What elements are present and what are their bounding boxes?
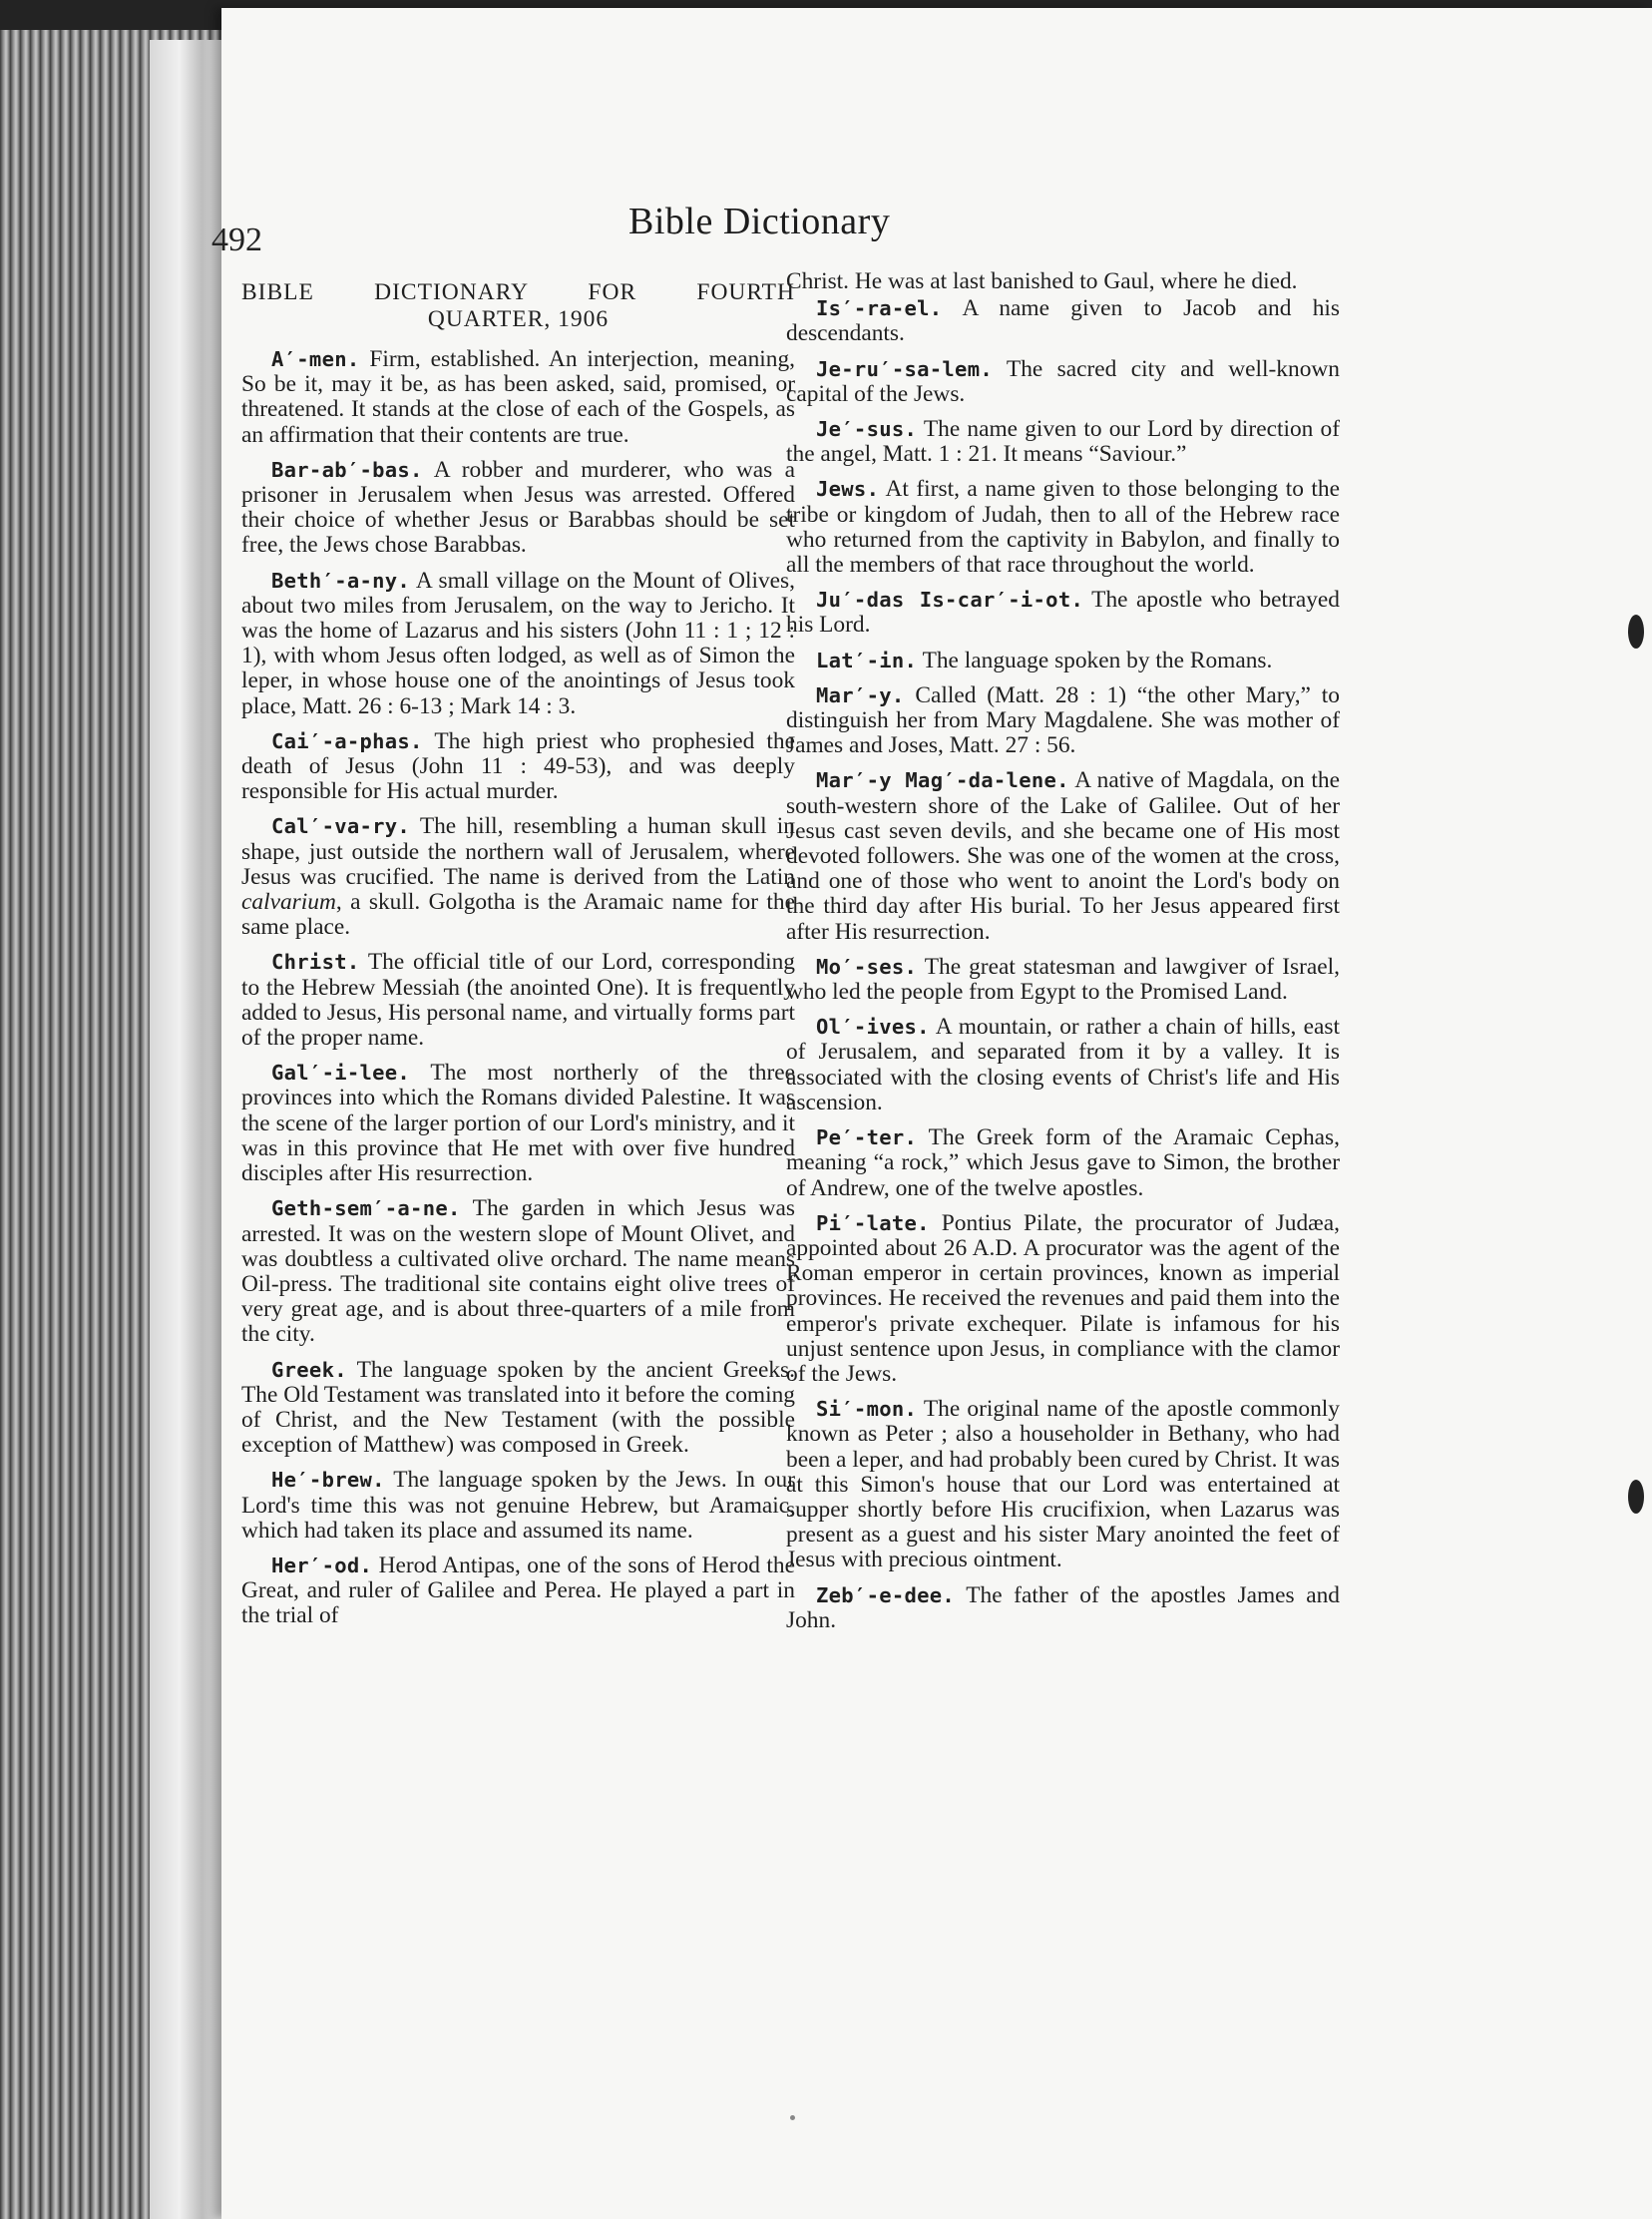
dictionary-entry bbox=[241, 814, 795, 940]
entry-definition: The garden in which Jesus was arrested. It was on the western slope of Mount Olivet, and was doubtless a cultivated olive orchard. The name means Oil-press. The traditional site contains eight olive trees of very great age, and is about three-quarters of a mile from the city. bbox=[241, 1195, 795, 1348]
binding-hole-icon bbox=[1628, 615, 1644, 649]
dictionary-entry bbox=[786, 1583, 1340, 1633]
entry-definition: The original name of the apostle commonly known as Peter ; also a householder in Bethany, who had been a leper, and had probably been cured by Christ. It was at this Simon's house that our Lord was entertained at supper shortly before His crucifixion, when Lazarus was present as a guest and his sister Mary anointed the feet of Jesus with precious ointment. bbox=[786, 1396, 1340, 1573]
latin-word: calvarium bbox=[241, 889, 336, 916]
entry-definition: The high priest who prophesied the death of Jesus (John 11 : 49-53), and was deeply responsible for His actual murder. bbox=[241, 727, 795, 805]
entry-definition: The language spoken by the Romans. bbox=[922, 647, 1273, 673]
book-fore-edge bbox=[150, 40, 224, 2219]
entry-definition: A name given to Jacob and his descendants. bbox=[786, 295, 1340, 347]
left-column bbox=[241, 279, 795, 1639]
dictionary-entry bbox=[241, 1553, 795, 1629]
entry-term: He′-brew. bbox=[271, 1468, 385, 1493]
dictionary-entry bbox=[786, 357, 1340, 407]
entry-definition: The official title of our Lord, corresponding to the Hebrew Messiah (the anointed One). It is frequently added to Jesus, His personal name, and virtually forms part of the proper name. bbox=[241, 949, 795, 1052]
entry-term: Cai′-a-phas. bbox=[271, 728, 423, 753]
entry-term: Mo′-ses. bbox=[816, 954, 918, 979]
entry-term: Gal′-i-lee. bbox=[271, 1061, 411, 1086]
dictionary-entry bbox=[786, 1397, 1340, 1572]
page-number: 492 bbox=[211, 222, 262, 258]
entry-term: Zeb′-e-dee. bbox=[816, 1582, 956, 1607]
entry-definition: Pontius Pilate, the procurator of Judæa, appointed about 26 A.D. A procurator was the agent of the Roman emperor in certain provinces, known as imperial provinces. He received the revenues and paid them into the emperor's private exchequer. Pilate is infamous for his unjust sentence upon Jesus, in compliance with the clamor of the Jews. bbox=[786, 1209, 1340, 1387]
entry-term: Pi′-late. bbox=[816, 1210, 930, 1235]
entry-definition: The father of the apostles James and John. bbox=[786, 1581, 1340, 1633]
entry-term: Mar′-y Mag′-da-lene. bbox=[816, 768, 1069, 793]
entry-term: Pe′-ter. bbox=[816, 1125, 918, 1150]
section-heading-line2: QUARTER, 1906 bbox=[427, 306, 610, 332]
entry-term: Cal′-va-ry. bbox=[271, 814, 411, 839]
section-heading-line1: BIBLE DICTIONARY FOR FOURTH bbox=[241, 279, 795, 305]
entry-definition: The great statesman and lawgiver of Israel, who led the people from Egypt to the Promised Land. bbox=[786, 953, 1340, 1006]
dictionary-entry bbox=[241, 729, 795, 805]
entry-term: Christ. bbox=[271, 950, 360, 975]
dictionary-entry bbox=[786, 417, 1340, 467]
entry-term: Ju′-das Is-car′-i-ot. bbox=[816, 588, 1084, 613]
dictionary-entry bbox=[241, 569, 795, 719]
entry-definition: The language spoken by the Jews. In our Lord's time this was not genuine Hebrew, but Aramaic, which had taken its place and assumed its name. bbox=[241, 1467, 795, 1544]
entry-definition: The language spoken by the ancient Greeks. The Old Testament was translated into it before the coming of Christ, and the New Testament (with the possible exception of Matthew) was composed in Greek. bbox=[241, 1356, 795, 1459]
right-column bbox=[786, 269, 1340, 1643]
entry-term: Bar-ab′-bas. bbox=[271, 457, 423, 482]
entry-definition: The apostle who betrayed his Lord. bbox=[786, 587, 1340, 639]
dictionary-entry bbox=[786, 649, 1340, 673]
left-entry-list bbox=[241, 347, 795, 1629]
entry-term: A′-men. bbox=[271, 347, 360, 371]
dictionary-entry bbox=[786, 768, 1340, 944]
dictionary-entry bbox=[786, 1015, 1340, 1115]
dictionary-entry bbox=[241, 1061, 795, 1186]
entry-term: Her′-od. bbox=[271, 1553, 373, 1577]
dictionary-entry bbox=[241, 458, 795, 559]
entry-term: Is′-ra-el. bbox=[816, 296, 943, 321]
entry-term: Geth-sem′-a-ne. bbox=[271, 1196, 461, 1221]
dictionary-entry bbox=[241, 1196, 795, 1347]
entry-definition: The name given to our Lord by direction of the angel, Matt. 1 : 21. It means “Saviour.” bbox=[786, 416, 1340, 468]
entry-term: Beth′-a-ny. bbox=[271, 568, 411, 593]
right-entry-list bbox=[786, 296, 1340, 1633]
entry-continuation: Christ. He was at last banished to Gaul, where he died. bbox=[786, 268, 1298, 294]
page-speck bbox=[790, 2115, 795, 2120]
entry-definition: A robber and murderer, who was a prisoner in Jerusalem when Jesus was arrested. Offered their choice of whether Jesus or Barabbas should be set free, the Jews chose Barabbas. bbox=[241, 456, 795, 559]
running-title: Bible Dictionary bbox=[628, 201, 891, 242]
entry-term: Si′-mon. bbox=[816, 1397, 918, 1422]
dictionary-entry bbox=[786, 477, 1340, 578]
entry-definition: Herod Antipas, one of the sons of Herod the Great, and ruler of Galilee and Perea. He played a part in the trial of bbox=[241, 1552, 795, 1629]
running-head bbox=[211, 200, 1109, 259]
dictionary-entry bbox=[241, 1358, 795, 1459]
section-heading bbox=[241, 279, 795, 333]
entry-definition: A mountain, or rather a chain of hills, east of Jerusalem, and separated from it by a valley. It is associated with the closing events of Christ's life and His ascension. bbox=[786, 1014, 1340, 1115]
entry-definition: The hill, resembling a human skull in shape, just outside the northern wall of Jerusalem, where Jesus was crucified. The name is derived from the Latin calvarium, a skull. Golgotha is the Aramaic name for the same place. bbox=[241, 813, 795, 941]
dictionary-entry bbox=[786, 588, 1340, 638]
dictionary-entry bbox=[786, 1211, 1340, 1387]
dictionary-entry bbox=[786, 1125, 1340, 1201]
entry-term: Ol′-ives. bbox=[816, 1015, 930, 1040]
entry-definition: The Greek form of the Aramaic Cephas, meaning “a rock,” which Jesus gave to Simon, the brother of Andrew, one of the twelve apostles. bbox=[786, 1124, 1340, 1201]
dictionary-entry bbox=[241, 347, 795, 448]
entry-definition: A small village on the Mount of Olives, about two miles from Jerusalem, on the way to Jericho. It was the home of Lazarus and his sisters (John 11 : 1 ; 12 : 1), with whom Jesus often lodged, as well as of Simon the leper, in whose house one of the anointings of Jesus took place, Matt. 26 : 6-13 ; Mark 14 : 3. bbox=[241, 567, 795, 719]
entry-definition: A native of Magdala, on the south-western shore of the Lake of Galilee. Out of her Jesus cast seven devils, and she became one of His most devoted followers. She was one of the women at the cross, and one of those who went to anoint the Lord's body on the third day after His burial. To her Jesus appeared first after His resurrection. bbox=[786, 767, 1340, 945]
dictionary-entry bbox=[786, 296, 1340, 346]
dictionary-entry bbox=[786, 955, 1340, 1005]
entry-term: Greek. bbox=[271, 1357, 347, 1382]
dictionary-entry bbox=[786, 683, 1340, 759]
dictionary-entry bbox=[241, 1468, 795, 1544]
entry-definition: The most northerly of the three provinces into which the Romans divided Palestine. It was the scene of the larger portion of our Lord's ministry, and it was in this province that He met with over five hundred disciples after His resurrection. bbox=[241, 1060, 796, 1187]
entry-definition: At first, a name given to those belonging to the tribe or kingdom of Judah, then to all of the Hebrew race who returned from the captivity in Babylon, and finally to all the members of that race throughout the world. bbox=[786, 476, 1341, 579]
entry-term: Jews. bbox=[816, 477, 880, 502]
entry-definition: Firm, established. An interjection, meaning, So be it, may it be, as has been asked, said, promised, or threatened. It stands at the close of each of the Gospels, as an affirmation that their contents are true. bbox=[241, 346, 795, 448]
entry-term: Lat′-in. bbox=[816, 648, 918, 672]
binding-hole-icon bbox=[1628, 1480, 1644, 1514]
entry-definition: Called (Matt. 28 : 1) “the other Mary,” to distinguish her from Mary Magdalene. She was mother of James and Joses, Matt. 27 : 56. bbox=[786, 681, 1340, 759]
dictionary-entry bbox=[241, 950, 795, 1051]
entry-definition: The sacred city and well-known capital of the Jews. bbox=[786, 355, 1340, 407]
entry-term: Je′-sus. bbox=[816, 417, 918, 442]
entry-term: Mar′-y. bbox=[816, 682, 905, 707]
entry-term: Je-ru′-sa-lem. bbox=[816, 356, 993, 381]
